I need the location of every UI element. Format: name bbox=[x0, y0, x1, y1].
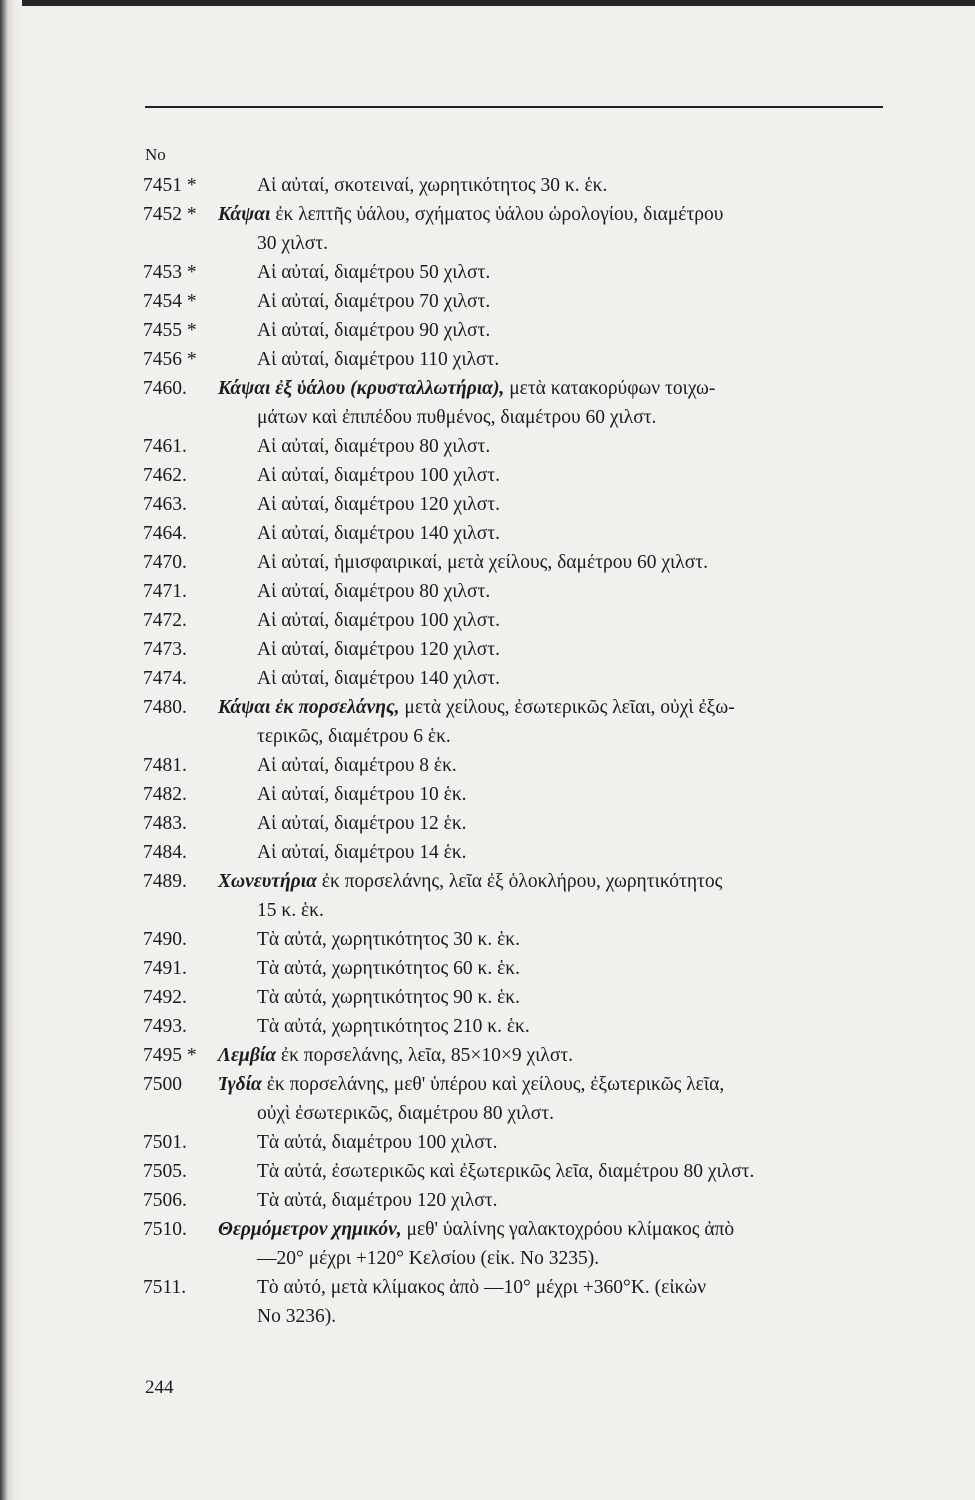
entry-description: Τὸ αὐτό, μετὰ κλίμακος ἀπὸ —10° μέχρι +360°Κ. (εἰκὼν bbox=[257, 1277, 707, 1298]
entry-term: Κάψαι bbox=[218, 204, 271, 225]
entry-line bbox=[0, 432, 975, 461]
catalog-entry bbox=[0, 1273, 975, 1331]
entry-text bbox=[257, 577, 490, 606]
entry-text bbox=[257, 171, 607, 200]
entry-description: Αἱ αὐταί, διαμέτρου 100 χιλστ. bbox=[257, 465, 500, 486]
entry-continuation: No 3236). bbox=[257, 1306, 337, 1327]
catalog-entry bbox=[0, 258, 975, 287]
entry-number: 7500 bbox=[143, 1074, 182, 1095]
entry-description: Αἱ αὐταί, διαμέτρου 12 ἑκ. bbox=[257, 813, 467, 834]
entry-number: 7483. bbox=[143, 813, 187, 834]
entry-line bbox=[0, 461, 975, 490]
number-column-header: No bbox=[145, 145, 166, 164]
entry-line bbox=[0, 1128, 975, 1157]
entry-line bbox=[0, 983, 975, 1012]
entry-continuation-line bbox=[0, 403, 975, 432]
entry-description: Αἱ αὐταί, διαμέτρου 14 ἑκ. bbox=[257, 842, 467, 863]
catalog-entry bbox=[0, 1128, 975, 1157]
entry-description: Αἱ αὐταί, διαμέτρου 100 χιλστ. bbox=[257, 610, 500, 631]
catalog-entry bbox=[0, 983, 975, 1012]
catalog-entry bbox=[0, 954, 975, 983]
entry-number: 7461. bbox=[143, 436, 187, 457]
entry-number: 7453 * bbox=[143, 262, 197, 283]
catalog-entry bbox=[0, 461, 975, 490]
entry-description: Αἱ αὐταί, διαμέτρου 80 χιλστ. bbox=[257, 436, 491, 457]
entry-description: μετὰ κατακορύφων τοιχω- bbox=[504, 378, 716, 399]
entry-description: Τὰ αὐτά, ἐσωτερικῶς καὶ ἐξωτερικῶς λεῖα, διαμέτρου 80 χιλστ. bbox=[257, 1161, 755, 1182]
entry-line bbox=[0, 635, 975, 664]
entry-text bbox=[257, 809, 467, 838]
entry-continuation-line bbox=[0, 1302, 975, 1331]
entry-description: Τὰ αὐτά, χωρητικότητος 60 κ. ἑκ. bbox=[257, 958, 520, 979]
entry-text bbox=[257, 606, 500, 635]
entry-description: Αἱ αὐταί, διαμέτρου 140 χιλστ. bbox=[257, 523, 500, 544]
entry-text bbox=[218, 693, 735, 722]
entry-line bbox=[0, 693, 975, 722]
catalog-entry bbox=[0, 838, 975, 867]
entry-number: 7501. bbox=[143, 1132, 187, 1153]
entry-text bbox=[257, 316, 490, 345]
entry-description: Αἱ αὐταί, ἡμισφαιρικαί, μετὰ χείλους, δαμέτρου 60 χιλστ. bbox=[257, 552, 708, 573]
entry-text bbox=[257, 925, 520, 954]
entry-number: 7511. bbox=[143, 1277, 187, 1298]
entry-number: 7492. bbox=[143, 987, 187, 1008]
entry-description: Τὰ αὐτά, χωρητικότητος 210 κ. ἑκ. bbox=[257, 1016, 530, 1037]
catalog-entry bbox=[0, 693, 975, 751]
entry-description: ἐκ λεπτῆς ὑάλου, σχήματος ὑάλου ὡρολογίου, διαμέτρου bbox=[270, 204, 724, 225]
catalog-entry bbox=[0, 867, 975, 925]
catalog-entry bbox=[0, 374, 975, 432]
catalog-entry bbox=[0, 925, 975, 954]
entry-term: Ἰγδία bbox=[218, 1074, 262, 1095]
entry-text bbox=[257, 345, 499, 374]
entry-description: μετὰ χείλους, ἐσωτερικῶς λεῖαι, οὐχὶ ἐξω- bbox=[399, 697, 735, 718]
entry-number: 7456 * bbox=[143, 349, 197, 370]
entry-description: Αἱ αὐταί, διαμέτρου 80 χιλστ. bbox=[257, 581, 491, 602]
entry-number: 7470. bbox=[143, 552, 187, 573]
entry-number: 7484. bbox=[143, 842, 187, 863]
entry-number: 7454 * bbox=[143, 291, 197, 312]
entry-text bbox=[257, 548, 708, 577]
entry-number: 7471. bbox=[143, 581, 187, 602]
entry-description: Αἱ αὐταί, διαμέτρου 50 χιλστ. bbox=[257, 262, 491, 283]
entry-text bbox=[257, 664, 500, 693]
entry-continuation-line bbox=[0, 722, 975, 751]
entry-continuation: μάτων καὶ ἐπιπέδου πυθμένος, διαμέτρου 60 χιλστ. bbox=[257, 407, 657, 428]
entry-term: Θερμόμετρον χημικόν, bbox=[218, 1219, 402, 1240]
entry-number: 7480. bbox=[143, 697, 187, 718]
entry-continuation-line bbox=[0, 229, 975, 258]
entry-text bbox=[257, 461, 500, 490]
catalog-entry bbox=[0, 345, 975, 374]
entry-line bbox=[0, 664, 975, 693]
entry-number: 7495 * bbox=[143, 1045, 197, 1066]
entry-number: 7510. bbox=[143, 1219, 187, 1240]
entry-term: Κάψαι ἐξ ὑάλου (κρυσταλλωτήρια), bbox=[218, 378, 505, 399]
entry-description: Τὰ αὐτά, διαμέτρου 100 χιλστ. bbox=[257, 1132, 498, 1153]
entry-line bbox=[0, 490, 975, 519]
entry-description: Αἱ αὐταί, σκοτειναί, χωρητικότητος 30 κ. ἑκ. bbox=[257, 175, 608, 196]
entry-line bbox=[0, 925, 975, 954]
catalog-entry bbox=[0, 809, 975, 838]
catalog-entry bbox=[0, 780, 975, 809]
entry-number: 7455 * bbox=[143, 320, 197, 341]
entry-text bbox=[257, 287, 490, 316]
catalog-entry bbox=[0, 171, 975, 200]
entry-text bbox=[218, 1041, 573, 1070]
entry-line bbox=[0, 1186, 975, 1215]
entry-line bbox=[0, 1273, 975, 1302]
entry-description: Αἱ αὐταί, διαμέτρου 140 χιλστ. bbox=[257, 668, 500, 689]
entry-description: Τὰ αὐτά, χωρητικότητος 90 κ. ἑκ. bbox=[257, 987, 520, 1008]
entry-line bbox=[0, 548, 975, 577]
entry-term: Χωνευτήρια bbox=[218, 871, 317, 892]
catalog-entry bbox=[0, 751, 975, 780]
entry-number: 7472. bbox=[143, 610, 187, 631]
page-number: 244 bbox=[145, 1377, 174, 1398]
entry-number: 7489. bbox=[143, 871, 187, 892]
page-top-edge bbox=[0, 0, 975, 6]
entry-line bbox=[0, 1157, 975, 1186]
entry-number: 7506. bbox=[143, 1190, 187, 1211]
entry-description: Αἱ αὐταί, διαμέτρου 120 χιλστ. bbox=[257, 494, 500, 515]
entry-number: 7491. bbox=[143, 958, 187, 979]
entry-description: ἐκ πορσελάνης, λεῖα ἐξ ὁλοκλήρου, χωρητικότητος bbox=[316, 871, 723, 892]
catalog-entry bbox=[0, 1041, 975, 1070]
entry-line bbox=[0, 374, 975, 403]
entry-continuation-line bbox=[0, 1099, 975, 1128]
entry-text bbox=[218, 1070, 724, 1099]
entry-continuation-line bbox=[0, 896, 975, 925]
entry-line bbox=[0, 1041, 975, 1070]
catalog-entry bbox=[0, 1157, 975, 1186]
entry-number: 7460. bbox=[143, 378, 187, 399]
entry-description: Αἱ αὐταί, διαμέτρου 110 χιλστ. bbox=[257, 349, 500, 370]
entry-continuation: οὐχὶ ἐσωτερικῶς, διαμέτρου 80 χιλστ. bbox=[257, 1103, 554, 1124]
catalog-entry bbox=[0, 490, 975, 519]
entry-line bbox=[0, 780, 975, 809]
entry-number: 7452 * bbox=[143, 204, 197, 225]
entry-text bbox=[257, 635, 500, 664]
catalog-entries bbox=[0, 171, 975, 1331]
entry-line bbox=[0, 1215, 975, 1244]
entry-line bbox=[0, 577, 975, 606]
entry-continuation-line bbox=[0, 1244, 975, 1273]
entry-line bbox=[0, 606, 975, 635]
entry-line bbox=[0, 1012, 975, 1041]
entry-number: 7493. bbox=[143, 1016, 187, 1037]
entry-text bbox=[257, 983, 520, 1012]
entry-continuation: τερικῶς, διαμέτρου 6 ἑκ. bbox=[257, 726, 451, 747]
entry-continuation: 15 κ. ἑκ. bbox=[257, 900, 324, 921]
entry-number: 7463. bbox=[143, 494, 187, 515]
entry-number: 7464. bbox=[143, 523, 187, 544]
catalog-entry bbox=[0, 1186, 975, 1215]
entry-text bbox=[218, 1215, 734, 1244]
entry-term: Λεμβία bbox=[218, 1045, 277, 1066]
entry-text bbox=[257, 1157, 754, 1186]
catalog-entry bbox=[0, 577, 975, 606]
entry-number: 7474. bbox=[143, 668, 187, 689]
entry-text bbox=[257, 1273, 706, 1302]
entry-text bbox=[257, 1012, 530, 1041]
entry-line bbox=[0, 345, 975, 374]
entry-text bbox=[218, 374, 715, 403]
entry-text bbox=[257, 780, 467, 809]
entry-continuation: 30 χιλστ. bbox=[257, 233, 328, 254]
catalog-entry bbox=[0, 519, 975, 548]
catalog-entry bbox=[0, 1070, 975, 1128]
entry-term: Κάψαι ἐκ πορσελάνης, bbox=[218, 697, 400, 718]
entry-text bbox=[257, 751, 457, 780]
entry-text bbox=[257, 258, 490, 287]
catalog-entry bbox=[0, 432, 975, 461]
entry-text bbox=[257, 490, 500, 519]
entry-continuation: —20° μέχρι +120° Κελσίου (εἰκ. No 3235). bbox=[257, 1248, 600, 1269]
catalog-entry bbox=[0, 1012, 975, 1041]
entry-text bbox=[218, 867, 722, 896]
entry-description: Αἱ αὐταί, διαμέτρου 70 χιλστ. bbox=[257, 291, 491, 312]
entry-line bbox=[0, 171, 975, 200]
catalog-entry bbox=[0, 664, 975, 693]
entry-description: Αἱ αὐταί, διαμέτρου 120 χιλστ. bbox=[257, 639, 500, 660]
entry-line bbox=[0, 809, 975, 838]
entry-number: 7505. bbox=[143, 1161, 187, 1182]
catalog-entry bbox=[0, 1215, 975, 1273]
entry-description: ἐκ πορσελάνης, μεθ' ὑπέρου καὶ χείλους, ἐξωτερικῶς λεῖα, bbox=[261, 1074, 725, 1095]
entry-line bbox=[0, 1070, 975, 1099]
entry-line bbox=[0, 200, 975, 229]
entry-text bbox=[257, 1128, 498, 1157]
entry-text bbox=[257, 519, 500, 548]
entry-description: Τὰ αὐτά, χωρητικότητος 30 κ. ἑκ. bbox=[257, 929, 520, 950]
entry-line bbox=[0, 838, 975, 867]
entry-line bbox=[0, 751, 975, 780]
entry-description: Αἱ αὐταί, διαμέτρου 8 ἑκ. bbox=[257, 755, 457, 776]
catalog-entry bbox=[0, 316, 975, 345]
entry-text bbox=[257, 1186, 498, 1215]
entry-description: Τὰ αὐτά, διαμέτρου 120 χιλστ. bbox=[257, 1190, 498, 1211]
entry-text bbox=[257, 954, 520, 983]
entry-text bbox=[257, 432, 490, 461]
entry-description: ἐκ πορσελάνης, λεῖα, 85×10×9 χιλστ. bbox=[276, 1045, 574, 1066]
catalog-entry bbox=[0, 287, 975, 316]
catalog-entry bbox=[0, 606, 975, 635]
entry-description: μεθ' ὑαλίνης γαλακτοχρόου κλίμακος ἀπὸ bbox=[401, 1219, 735, 1240]
entry-number: 7473. bbox=[143, 639, 187, 660]
entry-description: Αἱ αὐταί, διαμέτρου 10 ἑκ. bbox=[257, 784, 467, 805]
entry-line bbox=[0, 316, 975, 345]
entry-line bbox=[0, 867, 975, 896]
catalog-entry bbox=[0, 200, 975, 258]
entry-description: Αἱ αὐταί, διαμέτρου 90 χιλστ. bbox=[257, 320, 491, 341]
entry-text bbox=[257, 838, 467, 867]
entry-number: 7451 * bbox=[143, 175, 197, 196]
entry-line bbox=[0, 258, 975, 287]
entry-line bbox=[0, 287, 975, 316]
entry-line bbox=[0, 954, 975, 983]
catalog-entry bbox=[0, 635, 975, 664]
entry-number: 7462. bbox=[143, 465, 187, 486]
entry-text bbox=[218, 200, 723, 229]
entry-line bbox=[0, 519, 975, 548]
header-rule bbox=[145, 106, 883, 108]
catalog-entry bbox=[0, 548, 975, 577]
entry-number: 7482. bbox=[143, 784, 187, 805]
entry-number: 7490. bbox=[143, 929, 187, 950]
entry-number: 7481. bbox=[143, 755, 187, 776]
